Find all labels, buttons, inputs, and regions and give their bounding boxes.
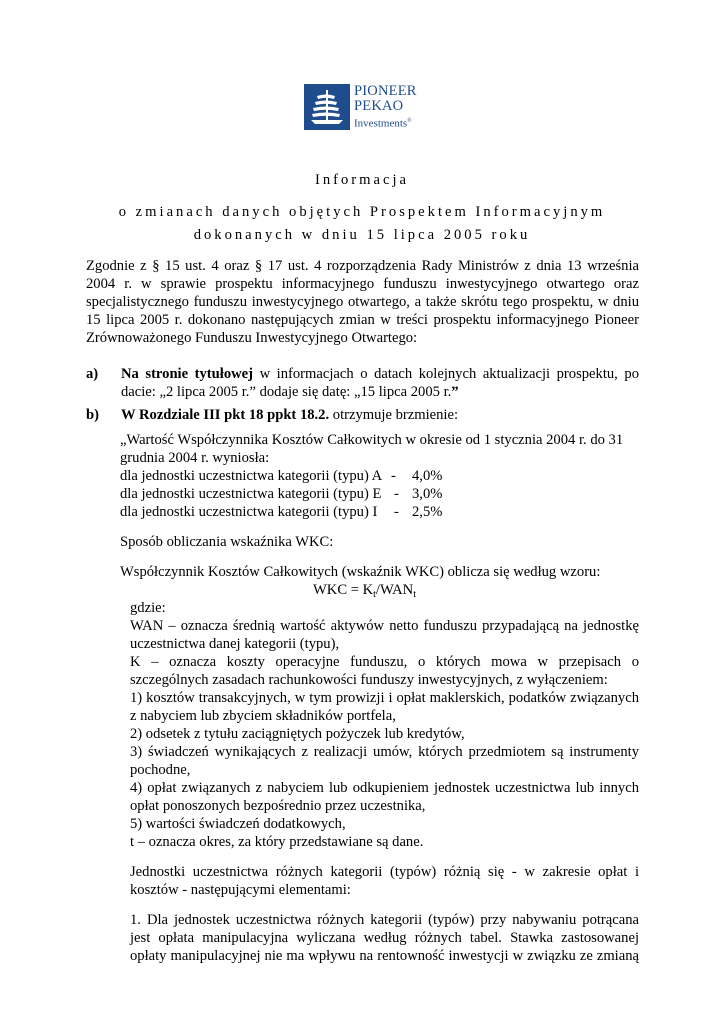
category-i-label: dla jednostki uczestnictwa kategorii (typu) I bbox=[120, 504, 378, 520]
category-e-value: 3,0% bbox=[412, 486, 443, 502]
document-title: Informacja bbox=[314, 172, 409, 188]
diff-line: kosztów - następującymi elementami: bbox=[130, 882, 351, 898]
intro-line: Zgodnie z § 15 ust. 4 oraz § 17 ust. 4 rozporządzenia Rady Ministrów z dnia 13 września bbox=[86, 258, 639, 274]
item-b-marker: b) bbox=[86, 407, 99, 423]
formula-intro: Współczynnik Kosztów Całkowitych (wskaźnik WKC) oblicza się według wzoru: bbox=[120, 564, 601, 580]
category-e-label: dla jednostki uczestnictwa kategorii (typu) E bbox=[120, 486, 382, 502]
wkc-intro-line: „Wartość Współczynnika Kosztów Całkowitych w okresie od 1 stycznia 2004 r. do 31 bbox=[120, 432, 624, 448]
document-subtitle-1: o zmianach danych objętych Prospektem Informacyjnym bbox=[118, 204, 606, 220]
diff-line: Jednostki uczestnictwa różnych kategorii (typów) różnią się - w zakresie opłat i bbox=[130, 864, 639, 880]
definition-line: 5) wartości świadczeń dodatkowych, bbox=[130, 816, 346, 832]
definition-line: 2) odsetek z tytułu zaciągniętych pożyczek lub kredytów, bbox=[130, 726, 465, 742]
category-i-value: 2,5% bbox=[412, 504, 443, 520]
point-1-line: 1. Dla jednostek uczestnictwa różnych kategorii (typów) przy nabywaniu potrącana bbox=[130, 912, 639, 928]
definition-line: WAN – oznacza średnią wartość aktywów netto funduszu przypadającą na jednostkę bbox=[130, 618, 639, 634]
logo-line-pekao: PEKAO bbox=[354, 98, 404, 114]
definition-line: 4) opłat związanych z nabyciem lub odkupieniem jednostek uczestnictwa lub innych bbox=[130, 780, 639, 796]
item-a-marker: a) bbox=[86, 366, 99, 382]
item-a-line-1: Na stronie tytułowej w informacjach o datach kolejnych aktualizacji prospektu, po bbox=[121, 366, 639, 382]
category-e-dash: - bbox=[394, 486, 399, 502]
intro-line: Zrównoważonego Funduszu Inwestycyjnego Otwartego: bbox=[86, 330, 418, 346]
ship-emblem-icon bbox=[304, 84, 350, 130]
method-title: Sposób obliczania wskaźnika WKC: bbox=[120, 534, 334, 550]
logo-wordmark bbox=[354, 84, 424, 131]
wkc-formula: WKC = $K_t/WAN_t$ bbox=[313, 582, 416, 600]
point-1-line: opłaty manipulacyjnej nie ma wpływu na rentowność inwestycji w związku ze zmianą bbox=[130, 948, 639, 964]
intro-line: 2004 r. w sprawie prospektu informacyjnego funduszu inwestycyjnego otwartego oraz bbox=[86, 276, 639, 292]
definition-line: szczególnych zasadach rachunkowości funduszy inwestycyjnych, z wyłączeniem: bbox=[130, 672, 608, 688]
category-i-dash: - bbox=[394, 504, 399, 520]
definition-line: gdzie: bbox=[130, 600, 166, 616]
category-a-dash: - bbox=[391, 468, 396, 484]
definition-line: uczestnictwa danej kategorii (typu), bbox=[130, 636, 340, 652]
definition-line: 1) kosztów transakcyjnych, w tym prowizji i opłat maklerskich, podatków związanych bbox=[130, 690, 639, 706]
definition-line: 3) świadczeń wynikających z realizacji umów, których przedmiotem są instrumenty bbox=[130, 744, 639, 760]
item-b-line: W Rozdziale III pkt 18 ppkt 18.2. otrzymuje brzmienie: bbox=[121, 407, 459, 423]
pioneer-pekao-logo bbox=[304, 84, 420, 130]
document-subtitle-2: dokonanych w dniu 15 lipca 2005 roku bbox=[193, 227, 531, 243]
logo-line-investments: Investments® bbox=[354, 117, 412, 130]
logo-line-pioneer: PIONEER bbox=[354, 83, 417, 99]
intro-line: 15 lipca 2005 r. dokonano następujących zmian w treści prospektu informacyjnego Pioneer bbox=[86, 312, 639, 328]
category-a-label: dla jednostki uczestnictwa kategorii (typu) A bbox=[120, 468, 383, 484]
item-a-line-2: dacie: „2 lipca 2005 r.” dodaje się datę: „15 lipca 2005 r.” bbox=[121, 384, 459, 400]
definition-line: t – oznacza okres, za który przedstawiane są dane. bbox=[130, 834, 424, 850]
category-a-value: 4,0% bbox=[412, 468, 443, 484]
wkc-intro-line: grudnia 2004 r. wyniosła: bbox=[120, 450, 270, 466]
definition-line: K – oznacza koszty operacyjne funduszu, o których mowa w przepisach o bbox=[130, 654, 639, 670]
intro-line: specjalistycznego funduszu inwestycyjnego otwartego, a także skrótu tego prospektu, w dniu bbox=[86, 294, 639, 310]
definition-line: opłat ponoszonych bezpośrednio przez uczestnika, bbox=[130, 798, 426, 814]
point-1-line: jest opłata manipulacyjna wyliczana według różnych tabel. Stawka zastosowanej bbox=[130, 930, 639, 946]
definition-line: z nabyciem lub zbyciem składników portfela, bbox=[130, 708, 396, 724]
definition-line: pochodne, bbox=[130, 762, 191, 778]
